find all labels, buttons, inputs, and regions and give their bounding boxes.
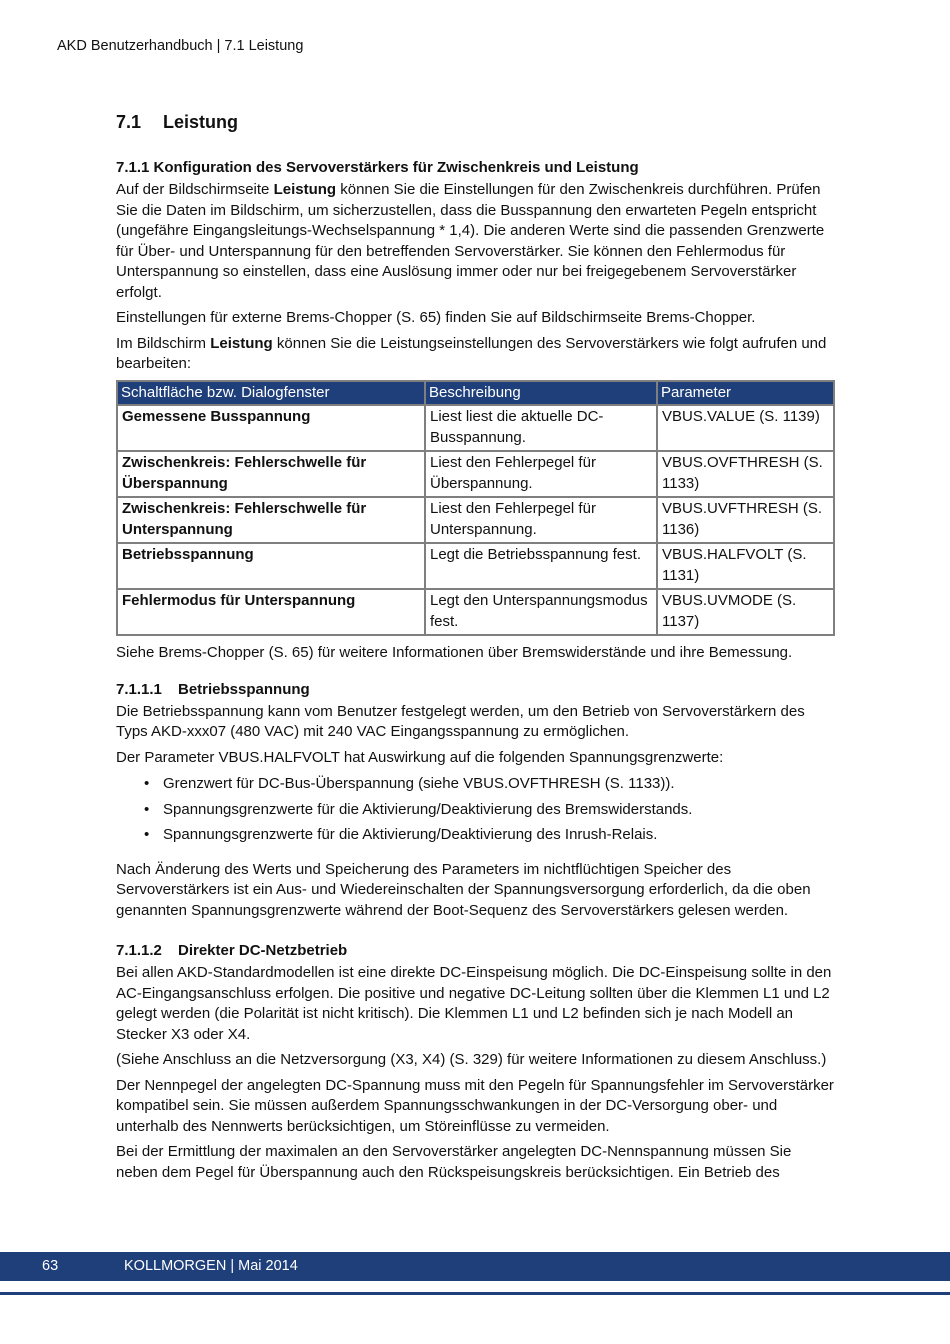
parameter-table [116, 380, 835, 637]
table-header-row [117, 381, 834, 406]
after-table-paragraph: Siehe Brems-Chopper (S. 65) für weitere Informationen über Bremswiderstände und ihre Bemessung. [116, 644, 793, 661]
footer-divider [0, 1292, 950, 1295]
table-cell: Liest liest die aktuelle DC-Busspannung. [425, 405, 657, 451]
operating-voltage-paragraph-2: Der Parameter VBUS.HALFVOLT hat Auswirkung auf die folgenden Spannungsgrenzwerte: [116, 748, 724, 766]
subsubsection-heading-2 [116, 942, 836, 959]
list-item: • Spannungsgrenzwerte für die Aktivierung/Deaktivierung des Inrush-Relais. [116, 825, 836, 846]
section-heading [116, 112, 836, 133]
subsubsection-title: Direkter DC-Netzbetrieb [178, 942, 348, 959]
column-header: Schaltfläche bzw. Dialogfenster [117, 381, 425, 406]
table-cell: Betriebsspannung [117, 543, 425, 589]
bullet-icon: • [144, 800, 150, 818]
table-cell: Legt den Unterspannungsmodus fest. [425, 589, 657, 635]
table-cell: Fehlermodus für Unterspannung [117, 589, 425, 635]
table-row [117, 497, 834, 543]
table-row [117, 451, 834, 497]
page-number: 63 [42, 1258, 59, 1274]
intro-paragraph-3: Im Bildschirm Leistung können Sie die Leistungseinstellungen des Servoverstärkers wie folgt aufrufen und bearbeiten: [116, 334, 827, 372]
list-item: • Spannungsgrenzwerte für die Aktivierung/Deaktivierung des Bremswiderstands. [116, 800, 836, 821]
section-number: 7.1 [116, 112, 142, 132]
bullet-icon: • [144, 775, 150, 792]
intro-paragraph-2: Einstellungen für externe Brems-Chopper (S. 65) finden Sie auf Bildschirmseite Brems-Chopper. [116, 309, 756, 326]
dc-operation-paragraph-1: Bei allen AKD-Standardmodellen ist eine direkte DC-Einspeisung möglich. Die DC-Einspeisung sollte in den AC-Eingangsanschluss erfolgen. Die positive und negative DC-Leitung sollten über die Klemmen L1 und L2 gelegt werden (die Polarität ist nicht kritisch). Die Klemmen L1 und L2 befinden sich je nach Modell an Stecker X3 oder X4. [116, 964, 832, 1043]
page-content [116, 112, 836, 1188]
table-cell: VBUS.UVMODE (S. 1137) [657, 589, 834, 635]
table-cell: Zwischenkreis: Fehlerschwelle für Überspannung [117, 451, 425, 497]
table-cell: VBUS.OVFTHRESH (S. 1133) [657, 451, 834, 497]
voltage-limits-list [116, 774, 836, 846]
table-cell: Legt die Betriebsspannung fest. [425, 543, 657, 589]
footer-text: KOLLMORGEN | Mai 2014 [124, 1258, 298, 1274]
table-cell: Zwischenkreis: Fehlerschwelle für Unterspannung [117, 497, 425, 543]
subsubsection-title: Betriebsspannung [178, 680, 310, 698]
subsubsection-number: 7.1.1.1 [116, 680, 162, 698]
section-title: Leistung [163, 112, 238, 132]
running-header: AKD Benutzerhandbuch | 7.1 Leistung [57, 38, 304, 54]
subsubsection-number: 7.1.1.2 [116, 942, 162, 959]
dc-operation-paragraph-4: Bei der Ermittlung der maximalen an den Servoverstärker angelegten DC-Nennspannung müssen Sie neben dem Pegel für Überspannung auch den Rückspeisungskreis berücksichtigen. Ein Betrieb des [116, 1143, 792, 1181]
table-row [117, 405, 834, 451]
bullet-icon: • [144, 826, 150, 843]
subsection-heading: 7.1.1 Konfiguration des Servoverstärkers für Zwischenkreis und Leistung [116, 159, 639, 176]
table-row [117, 543, 834, 589]
operating-voltage-paragraph-1: Die Betriebsspannung kann vom Benutzer festgelegt werden, um den Betrieb von Servoverstärkern des Typs AKD-xxx07 (480 VAC) mit 240 VAC Eingangsspannung zu ermöglichen. [116, 702, 805, 740]
table-cell: VBUS.VALUE (S. 1139) [657, 405, 834, 451]
operating-voltage-paragraph-3: Nach Änderung des Werts und Speicherung des Parameters im nichtflüchtigen Speicher des Servoverstärkers ist ein Aus- und Wiedereinschalten der Spannungsversorgung erforderlich, da die oben genannten Spannungsgrenzwerte während der Boot-Sequenz des Servoverstärkers gelesen werden. [116, 860, 811, 919]
table-cell: Liest den Fehlerpegel für Unterspannung. [425, 497, 657, 543]
table-cell: VBUS.HALFVOLT (S. 1131) [657, 543, 834, 589]
column-header: Beschreibung [425, 381, 657, 406]
intro-paragraph-1: Auf der Bildschirmseite Leistung können Sie die Einstellungen für den Zwischenkreis durchführen. Prüfen Sie die Daten im Bildschirm, um sicherzustellen, dass die Busspannung den erwarteten Pegeln entspricht (ungefähre Eingangsleitungs-Wechselspannung * 1,4). Die anderen Werte sind die passenden Grenzwerte für Über- und Unterspannung für den betreffenden Servoverstärker. Sie können den Fehlermodus für Unterspannung so einstellen, dass eine Auslösung immer oder nur bei freigegebenem Servoverstärker erfolgt. [116, 181, 825, 301]
table-row [117, 589, 834, 635]
subsubsection-heading-1 [116, 681, 836, 698]
dc-operation-paragraph-2: (Siehe Anschluss an die Netzversorgung (X3, X4) (S. 329) für weitere Informationen zu diesem Anschluss.) [116, 1051, 827, 1068]
table-cell: VBUS.UVFTHRESH (S. 1136) [657, 497, 834, 543]
footer-bar [0, 1252, 950, 1281]
dc-operation-paragraph-3: Der Nennpegel der angelegten DC-Spannung muss mit den Pegeln für Spannungsfehler im Servoverstärker kompatibel sein. Sie müssen außerdem Spannungsschwankungen in der DC-Versorgung ober- und unterhalb des Nennwerts berücksichtigen, um Störeinflüsse zu vermeiden. [116, 1076, 834, 1135]
table-cell: Liest den Fehlerpegel für Überspannung. [425, 451, 657, 497]
list-item: • Grenzwert für DC-Bus-Überspannung (siehe VBUS.OVFTHRESH (S. 1133)). [116, 774, 836, 795]
column-header: Parameter [657, 381, 834, 406]
table-cell: Gemessene Busspannung [117, 405, 425, 451]
